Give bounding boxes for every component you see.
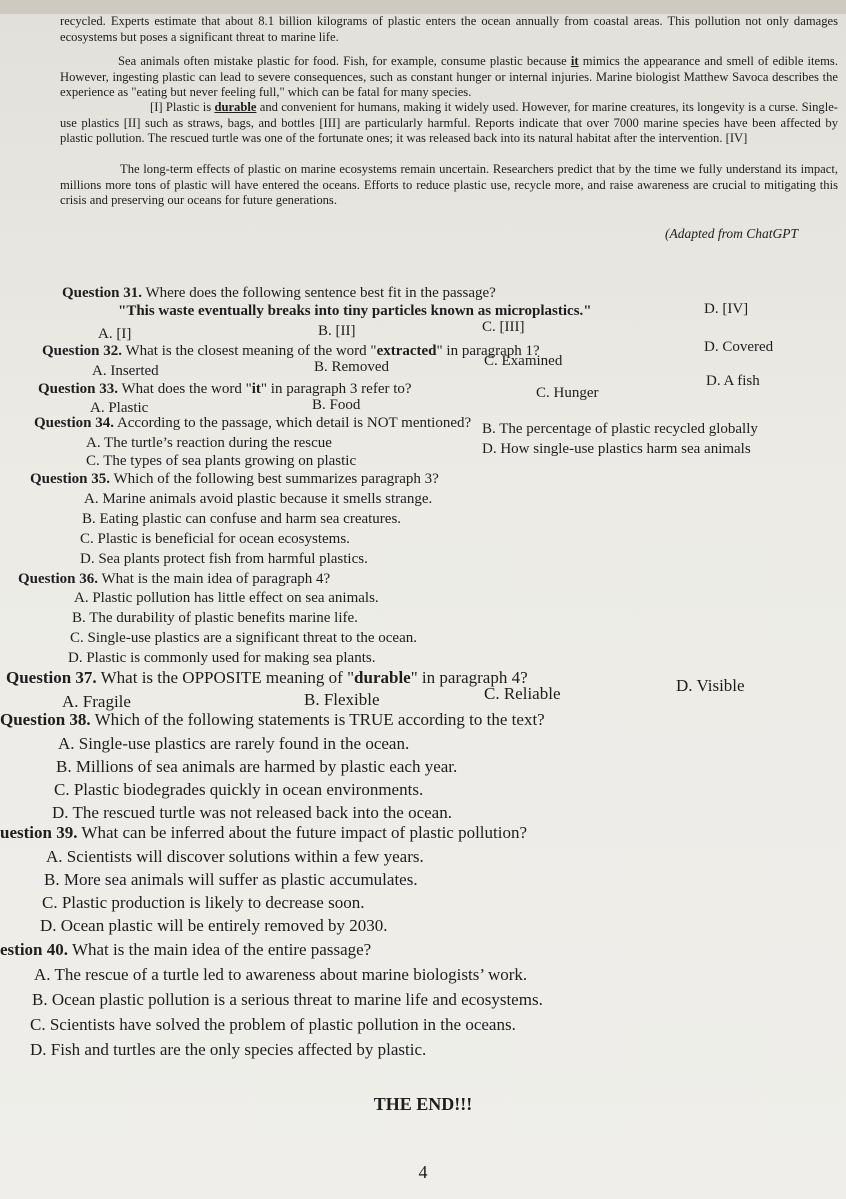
paragraph-2-text: Sea animals often mistake plastic for food. Fish, for example, consume plastic because (118, 54, 571, 68)
q35-option-d[interactable]: D. Sea plants protect fish from harmful plastics. (80, 551, 368, 567)
underlined-word-it: it (570, 54, 579, 68)
q40-option-b[interactable]: B. Ocean plastic pollution is a serious threat to marine life and ecosystems. (32, 990, 543, 1009)
q32-text: What is the closest meaning of the word " (122, 343, 377, 359)
question-32 (42, 342, 540, 360)
q33-option-a[interactable]: A. Plastic (90, 400, 149, 416)
q39-option-a[interactable]: A. Scientists will discover solutions within a few years. (46, 847, 424, 866)
question-35 (30, 470, 439, 488)
q36-option-b[interactable]: B. The durability of plastic benefits marine life. (72, 610, 358, 626)
q37-option-d[interactable]: D. Visible (676, 676, 745, 695)
q34-option-b[interactable]: B. The percentage of plastic recycled globally (482, 421, 758, 437)
q40-text: What is the main idea of the entire passage? (68, 940, 372, 959)
q33-text: What does the word " (118, 381, 252, 397)
q31-option-c[interactable]: C. [III] (482, 319, 525, 335)
q31-option-a[interactable]: A. [I] (98, 326, 132, 342)
page-top-edge (0, 0, 846, 14)
question-31-text: Where does the following sentence best fit in the passage? (142, 285, 496, 301)
q34-option-d[interactable]: D. How single-use plastics harm sea animals (482, 441, 751, 457)
q36-option-c[interactable]: C. Single-use plastics are a significant threat to the ocean. (70, 630, 417, 646)
question-33-number: Question 33. (38, 381, 119, 397)
question-31-number: Question 31. (62, 285, 143, 301)
question-38-number: Question 38. (0, 710, 91, 729)
q33-option-c[interactable]: C. Hunger (536, 385, 599, 401)
q34-option-c[interactable]: C. The types of sea plants growing on plastic (86, 453, 357, 469)
q35-option-a[interactable]: A. Marine animals avoid plastic because it smells strange. (84, 491, 433, 507)
q39-option-b[interactable]: B. More sea animals will suffer as plastic accumulates. (44, 870, 418, 889)
q36-option-d[interactable]: D. Plastic is commonly used for making sea plants. (68, 650, 376, 666)
page-number: 4 (418, 1162, 428, 1182)
question-36 (18, 570, 330, 588)
q35-text: Which of the following best summarizes paragraph 3? (110, 471, 439, 487)
q32-keyword: extracted (376, 343, 437, 359)
question-40 (0, 940, 371, 960)
question-34-number: Question 34. (34, 415, 115, 431)
question-36-number: Question 36. (18, 571, 99, 587)
q33-option-d[interactable]: D. A fish (706, 373, 760, 389)
question-38 (0, 710, 545, 730)
q37-keyword: durable (354, 668, 411, 687)
q31-option-b[interactable]: B. [II] (318, 323, 356, 339)
q40-option-d[interactable]: D. Fish and turtles are the only species affected by plastic. (30, 1040, 427, 1059)
question-31 (62, 284, 496, 302)
q38-option-b[interactable]: B. Millions of sea animals are harmed by plastic each year. (56, 757, 458, 776)
q38-option-a[interactable]: A. Single-use plastics are rarely found in the ocean. (58, 734, 410, 753)
paragraph-2-text-end: mimics the appearance and smell of edible items. However, ingesting plastic can lead to severe consequences, such as constant hunger or internal injuries. Marine biologist Matthew Savoca describes the experience as "eating but never feeling full," which can be fatal for many species. (60, 54, 838, 100)
q37-option-b[interactable]: B. Flexible (304, 690, 380, 709)
source-note: (Adapted from ChatGPT (665, 226, 798, 241)
q35-option-c[interactable]: C. Plastic is beneficial for ocean ecosystems. (80, 531, 350, 547)
paragraph-3-text-end: and convenient for humans, making it widely used. However, for marine creatures, its longevity is a curse. Single-use plastics [II] such as straws, bags, and bottles [III] are particularly harmful. Reports indicate that over 7000 marine species have been affected by plastic pollution. The rescued turtle was one of the fortunate ones; it was released back into its natural habitat after the intervention. [IV] (60, 100, 838, 146)
question-35-number: Question 35. (30, 471, 111, 487)
quote-text: "This waste eventually breaks into tiny particles known as microplastics." (118, 303, 592, 319)
q33-keyword: it (251, 381, 261, 397)
underlined-word-durable: durable (214, 100, 257, 114)
passage-paragraph-1: recycled. Experts estimate that about 8.1 billion kilograms of plastic enters the ocean annually from coastal areas. This pollution not only damages ecosystems but poses a significant threat to marine life. (60, 14, 838, 44)
q37-text: What is the OPPOSITE meaning of " (96, 668, 355, 687)
q34-option-a[interactable]: A. The turtle’s reaction during the rescue (86, 435, 332, 451)
q37-option-a[interactable]: A. Fragile (62, 692, 131, 711)
q36-option-a[interactable]: A. Plastic pollution has little effect on sea animals. (74, 590, 379, 606)
q40-option-a[interactable]: A. The rescue of a turtle led to awareness about marine biologists’ work. (34, 965, 528, 984)
q39-option-c[interactable]: C. Plastic production is likely to decrease soon. (42, 893, 365, 912)
q32-text-end: " in paragraph 1? (436, 343, 540, 359)
question-37-number: Question 37. (6, 668, 97, 687)
q39-option-d[interactable]: D. Ocean plastic will be entirely removed by 2030. (40, 916, 388, 935)
q38-option-d[interactable]: D. The rescued turtle was not released back into the ocean. (52, 803, 452, 822)
end-marker: THE END!!! (373, 1094, 473, 1114)
q32-option-b[interactable]: B. Removed (314, 359, 389, 375)
q37-text-end: " in paragraph 4? (410, 668, 528, 687)
q33-text-end: " in paragraph 3 refer to? (260, 381, 412, 397)
q37-option-c[interactable]: C. Reliable (484, 684, 561, 703)
question-40-number: estion 40. (0, 940, 68, 959)
q38-option-c[interactable]: C. Plastic biodegrades quickly in ocean environments. (54, 780, 424, 799)
q31-option-d[interactable]: D. [IV] (704, 301, 749, 317)
q34-text: According to the passage, which detail is NOT mentioned? (114, 415, 472, 431)
q32-option-a[interactable]: A. Inserted (92, 363, 159, 379)
q36-text: What is the main idea of paragraph 4? (98, 571, 331, 587)
q32-option-d[interactable]: D. Covered (704, 339, 774, 355)
paragraph-3-text: [I] Plastic is (150, 100, 215, 114)
q33-option-b[interactable]: B. Food (312, 397, 361, 413)
question-32-number: Question 32. (42, 343, 123, 359)
question-39-number: uestion 39. (0, 823, 78, 842)
passage-paragraph-4: The long-term effects of plastic on marine ecosystems remain uncertain. Researchers predict that by the time we fully understand its impact, millions more tons of plastic will have entered the oceans. Efforts to reduce plastic use, recycle more, and raise awareness are crucial to mitigating this crisis and preserving our oceans for future generations. (60, 162, 838, 208)
q32-option-c[interactable]: C. Examined (484, 353, 563, 369)
question-34 (34, 414, 471, 432)
passage-paragraph-3 (60, 100, 838, 147)
passage-paragraph-2 (60, 54, 838, 101)
q39-text: What can be inferred about the future impact of plastic pollution? (77, 823, 528, 842)
q35-option-b[interactable]: B. Eating plastic can confuse and harm sea creatures. (82, 511, 402, 527)
question-39 (0, 823, 527, 843)
question-37 (6, 668, 528, 688)
q40-option-c[interactable]: C. Scientists have solved the problem of plastic pollution in the oceans. (30, 1015, 516, 1034)
q38-text: Which of the following statements is TRUE according to the text? (90, 710, 545, 729)
